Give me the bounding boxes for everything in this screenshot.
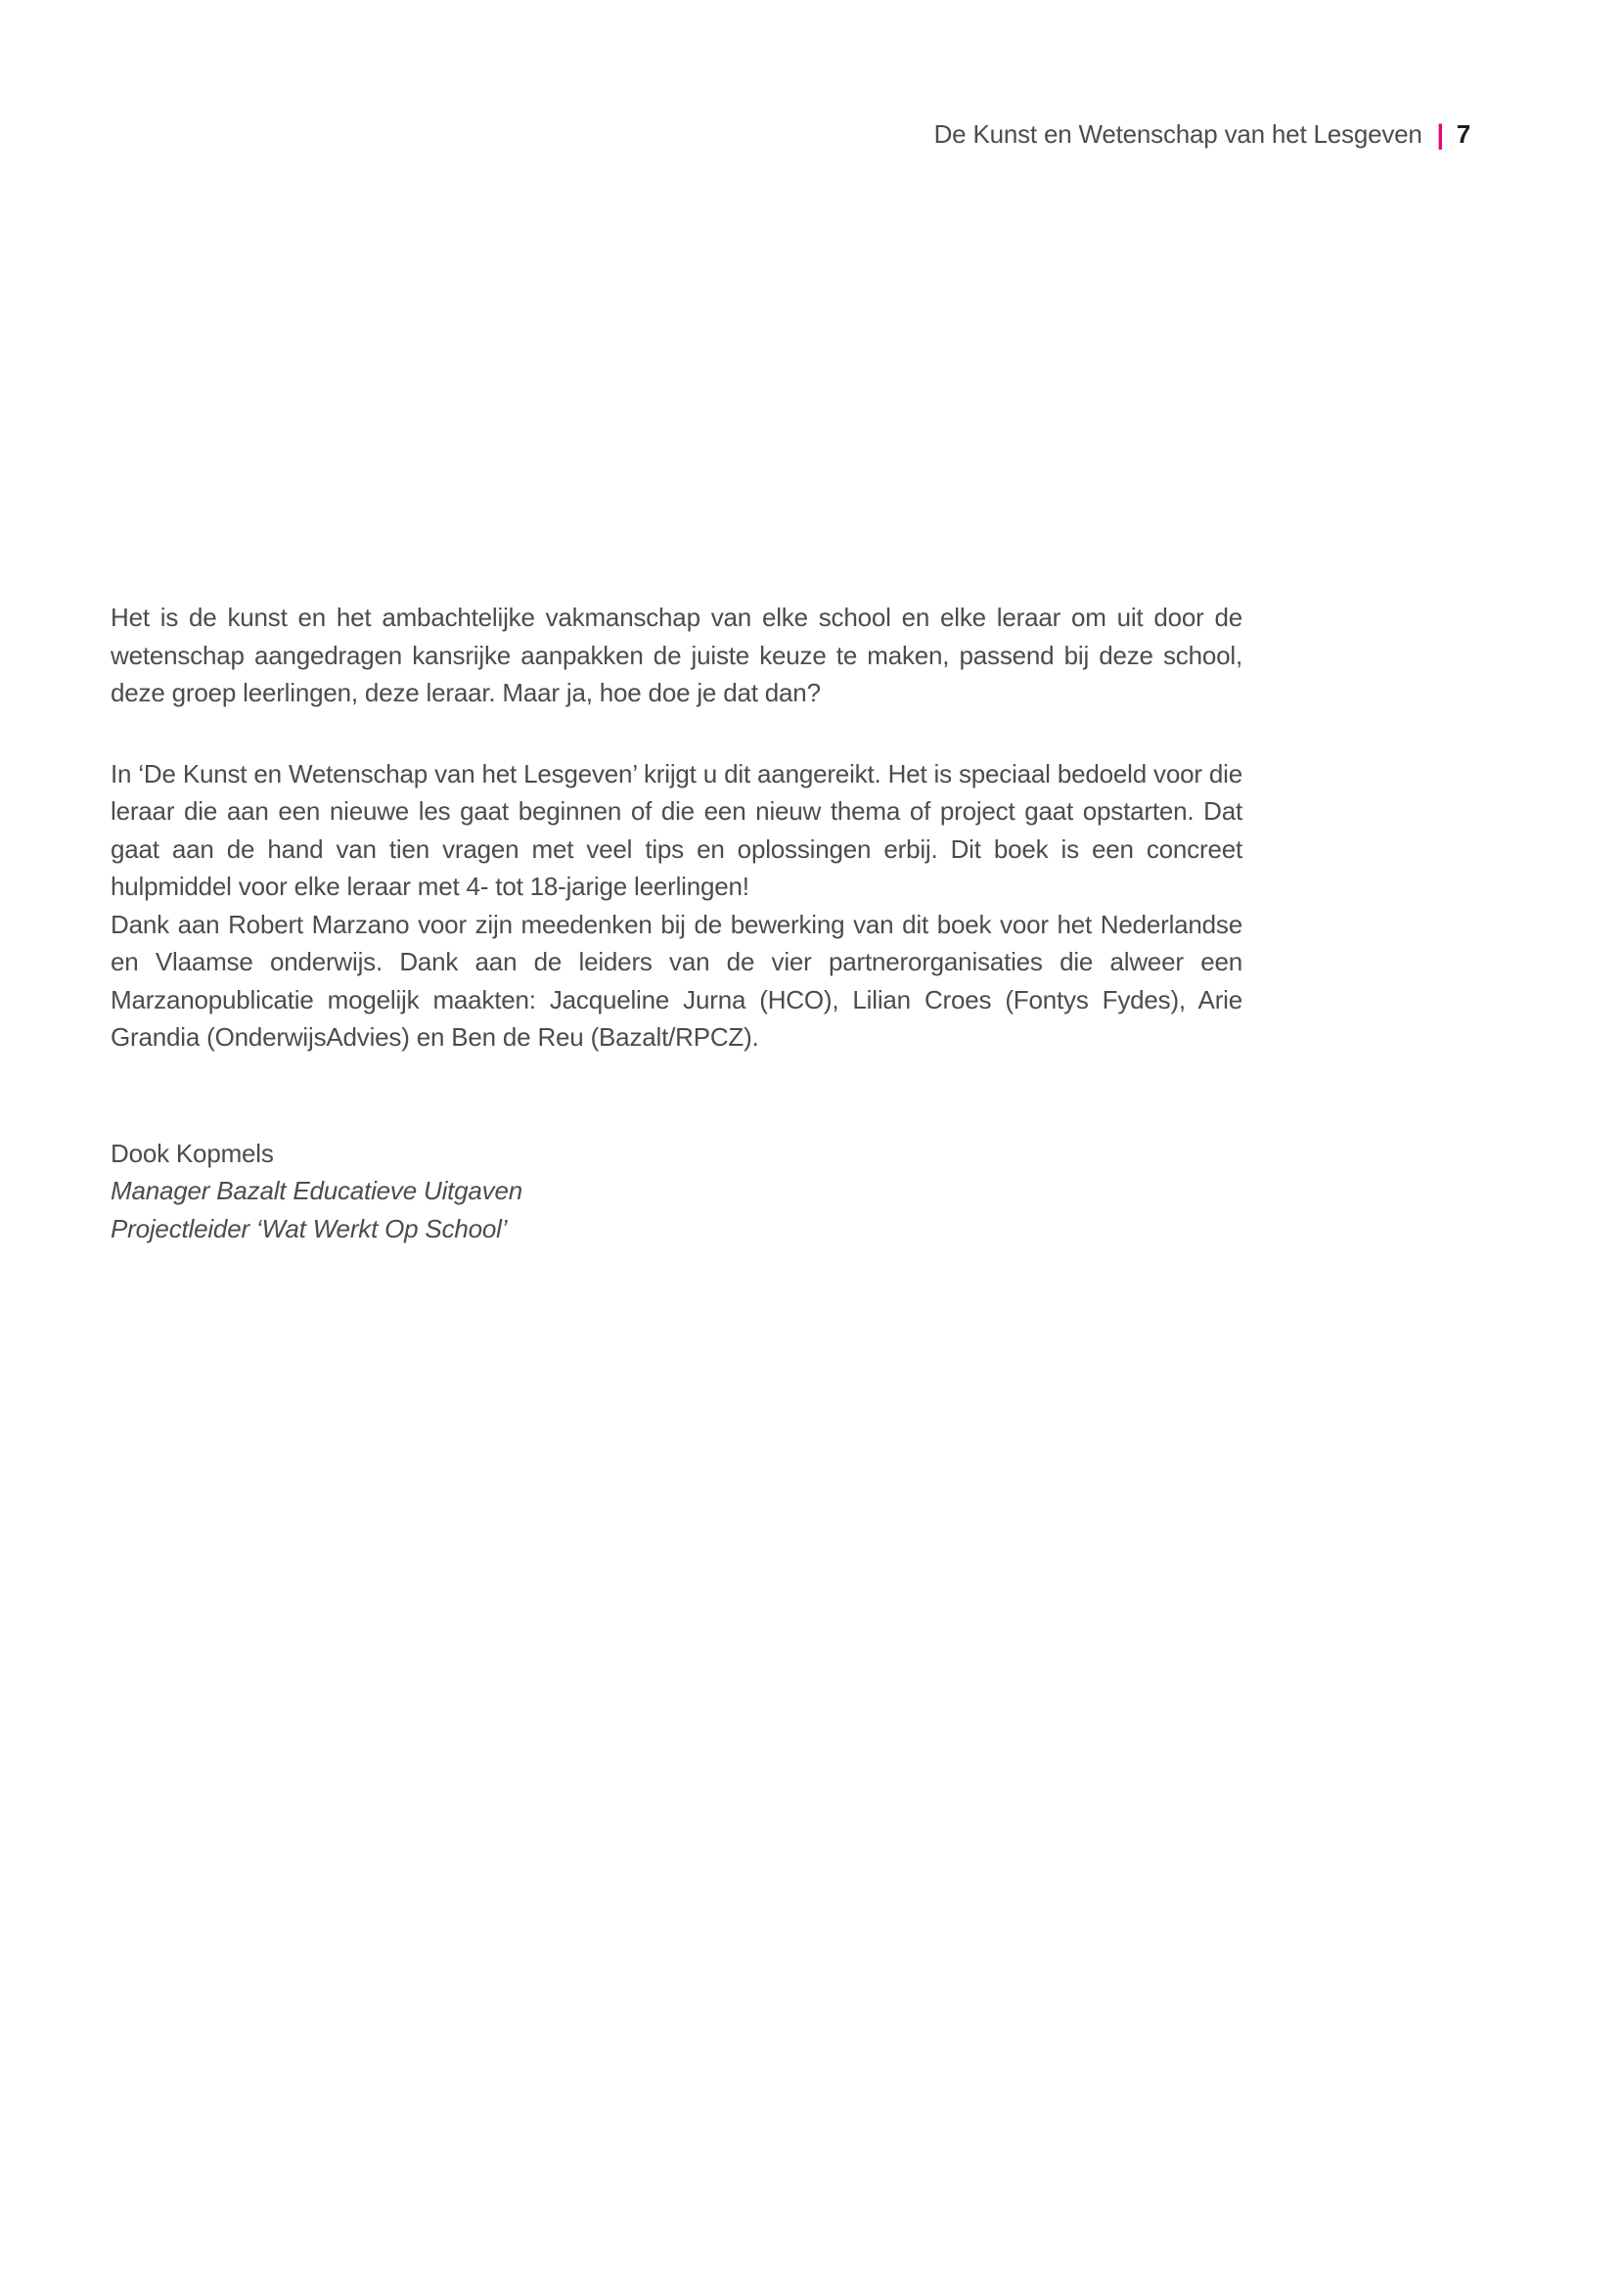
paragraph-acknowledgements: Dank aan Robert Marzano voor zijn meedenken bij de bewerking van dit boek voor het Nederlandse en Vlaamse onderwijs. Dank aan de leiders van de vier partnerorganisaties die alweer een Marzanopublicatie mogelijk maakten: Jacqueline Jurna (HCO), Lilian Croes (Fontys Fydes), Arie Grandia (OnderwijsAdvies) en Ben de Reu (Bazalt/RPCZ). [111,909,1242,1052]
signature-role-manager: Manager Bazalt Educatieve Uitgaven [111,1176,523,1205]
page-header [934,119,1470,149]
signature-name: Dook Kopmels [111,1138,274,1168]
paragraph-intro: Het is de kunst en het ambachtelijke vakmanschap van elke school en elke leraar om uit door de wetenschap aangedragen kansrijke aanpakken de juiste keuze te maken, passend bij deze school, deze groep leerlingen, deze leraar. Maar ja, hoe doe je dat dan? [111,603,1242,707]
page-number: 7 [1456,119,1470,149]
body-text-column [111,599,1242,1247]
signature-block [111,1135,1242,1248]
signature-role-projectleader: Projectleider ‘Wat Werkt Op School’ [111,1213,508,1243]
header-separator-bar: | [1436,118,1444,150]
paragraph-book-description: In ‘De Kunst en Wetenschap van het Lesgeven’ krijgt u dit aangereikt. Het is speciaal bedoeld voor die leraar die aan een nieuwe les gaat beginnen of die een nieuw thema of project gaat opstarten. Dat gaat aan de hand van tien vragen met veel tips en oplossingen erbij. Dit boek is een concreet hulpmiddel voor elke leraar met 4- tot 18-jarige leerlingen! [111,758,1242,901]
running-head-title: De Kunst en Wetenschap van het Lesgeven [933,119,1422,149]
